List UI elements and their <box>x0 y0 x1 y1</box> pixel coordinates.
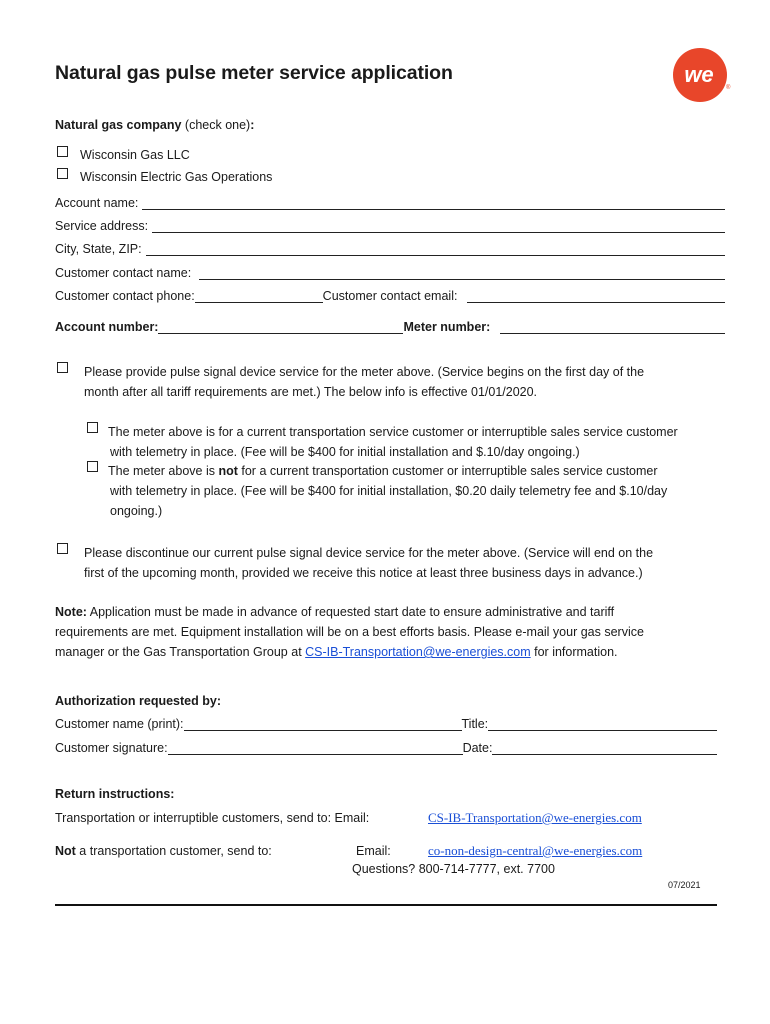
contact-name-label: Customer contact name: <box>55 266 192 280</box>
page-title: Natural gas pulse meter service application <box>55 62 453 84</box>
discontinue-text: Please discontinue our current pulse signal device service for the meter above. (Service will end on the first of the upcoming month, provided we receive this notice at least three business days in advance.) <box>84 546 654 580</box>
checkbox-current-customer[interactable] <box>87 422 98 433</box>
checkbox-wisconsin-electric[interactable] <box>57 168 68 179</box>
title-field[interactable] <box>488 718 717 731</box>
form-date-code: 07/2021 <box>668 880 701 890</box>
not-current-customer-text: The meter above is not for a current transportation customer or interruptible sales service customer with telemetry in place. (Fee will be $400 for initial installation, $0.20 daily telemetry fee and $.10/day ongoing.) <box>108 464 668 518</box>
customer-name-label: Customer name (print): <box>55 717 184 731</box>
city-state-zip-field[interactable] <box>146 243 725 256</box>
return-heading: Return instructions: <box>55 787 175 801</box>
we-energies-logo <box>668 45 732 103</box>
checkbox-wisconsin-gas[interactable] <box>57 146 68 157</box>
customer-signature-field[interactable] <box>168 742 463 755</box>
account-number-field[interactable] <box>158 321 403 334</box>
checkbox-not-current-customer[interactable] <box>87 461 98 472</box>
contact-name-row <box>55 266 725 280</box>
transport-send-to: Transportation or interruptible customers, send to: Email: <box>55 811 370 825</box>
customer-name-row <box>55 717 717 731</box>
service-address-row <box>55 219 725 233</box>
non-transport-email-link[interactable]: co-non-design-central@we-energies.com <box>428 843 643 858</box>
checkbox-discontinue[interactable] <box>57 543 68 554</box>
meter-number-field[interactable] <box>500 321 725 334</box>
checkbox-provide-service[interactable] <box>57 362 68 373</box>
customer-signature-row <box>55 741 717 755</box>
account-name-label: Account name: <box>55 196 139 210</box>
title-label: Title: <box>461 717 489 731</box>
note-email-link[interactable]: CS-IB-Transportation@we-energies.com <box>305 645 531 659</box>
service-address-field[interactable] <box>152 220 725 233</box>
current-customer-text: The meter above is for a current transportation service customer or interruptible sales service customer with telemetry in place. (Fee will be $400 for initial installation and $.10/day ongoing.) <box>108 425 678 459</box>
account-number-row <box>55 320 725 334</box>
service-address-label: Service address: <box>55 219 149 233</box>
account-name-row <box>55 196 725 210</box>
provide-service-text: Please provide pulse signal device service for the meter above. (Service begins on the first day of the month after all tariff requirements are met.) The below info is effective 01/01/2020. <box>84 365 645 399</box>
date-field[interactable] <box>492 742 717 755</box>
questions-phone: Questions? 800-714-7777, ext. 7700 <box>352 862 555 876</box>
transport-email-link[interactable]: CS-IB-Transportation@we-energies.com <box>428 810 642 825</box>
customer-name-field[interactable] <box>184 718 462 731</box>
contact-name-field[interactable] <box>199 267 725 280</box>
account-number-label: Account number: <box>55 320 159 334</box>
city-state-zip-label: City, State, ZIP: <box>55 242 142 256</box>
city-state-zip-row <box>55 242 725 256</box>
footer-divider <box>55 904 717 906</box>
authorization-heading: Authorization requested by: <box>55 694 221 708</box>
note-paragraph: Note: Application must be made in advance of requested start date to ensure administrative and tariff requirements are met. Equipment installation will be on a best efforts basis. Please e-mail your gas service manager or the Gas Transportation Group at CS-IB-Transportation@we-energies.com for information. <box>55 605 644 659</box>
option-wisconsin-electric: Wisconsin Electric Gas Operations <box>80 170 273 184</box>
customer-signature-label: Customer signature: <box>55 741 168 755</box>
contact-phone-row <box>55 289 725 303</box>
non-transport-email-label: Email: <box>356 844 391 858</box>
company-label: Natural gas company (check one): <box>55 118 255 132</box>
contact-phone-label: Customer contact phone: <box>55 289 195 303</box>
meter-number-label: Meter number: <box>403 320 491 334</box>
contact-email-field[interactable] <box>467 290 725 303</box>
date-label: Date: <box>462 741 493 755</box>
option-wisconsin-gas: Wisconsin Gas LLC <box>80 148 190 162</box>
non-transport-send-to: Not a transportation customer, send to: <box>55 844 272 858</box>
account-name-field[interactable] <box>142 197 725 210</box>
contact-phone-field[interactable] <box>195 290 323 303</box>
svg-text:®: ® <box>726 85 731 91</box>
contact-email-label: Customer contact email: <box>322 289 458 303</box>
svg-text:we: we <box>684 62 714 87</box>
